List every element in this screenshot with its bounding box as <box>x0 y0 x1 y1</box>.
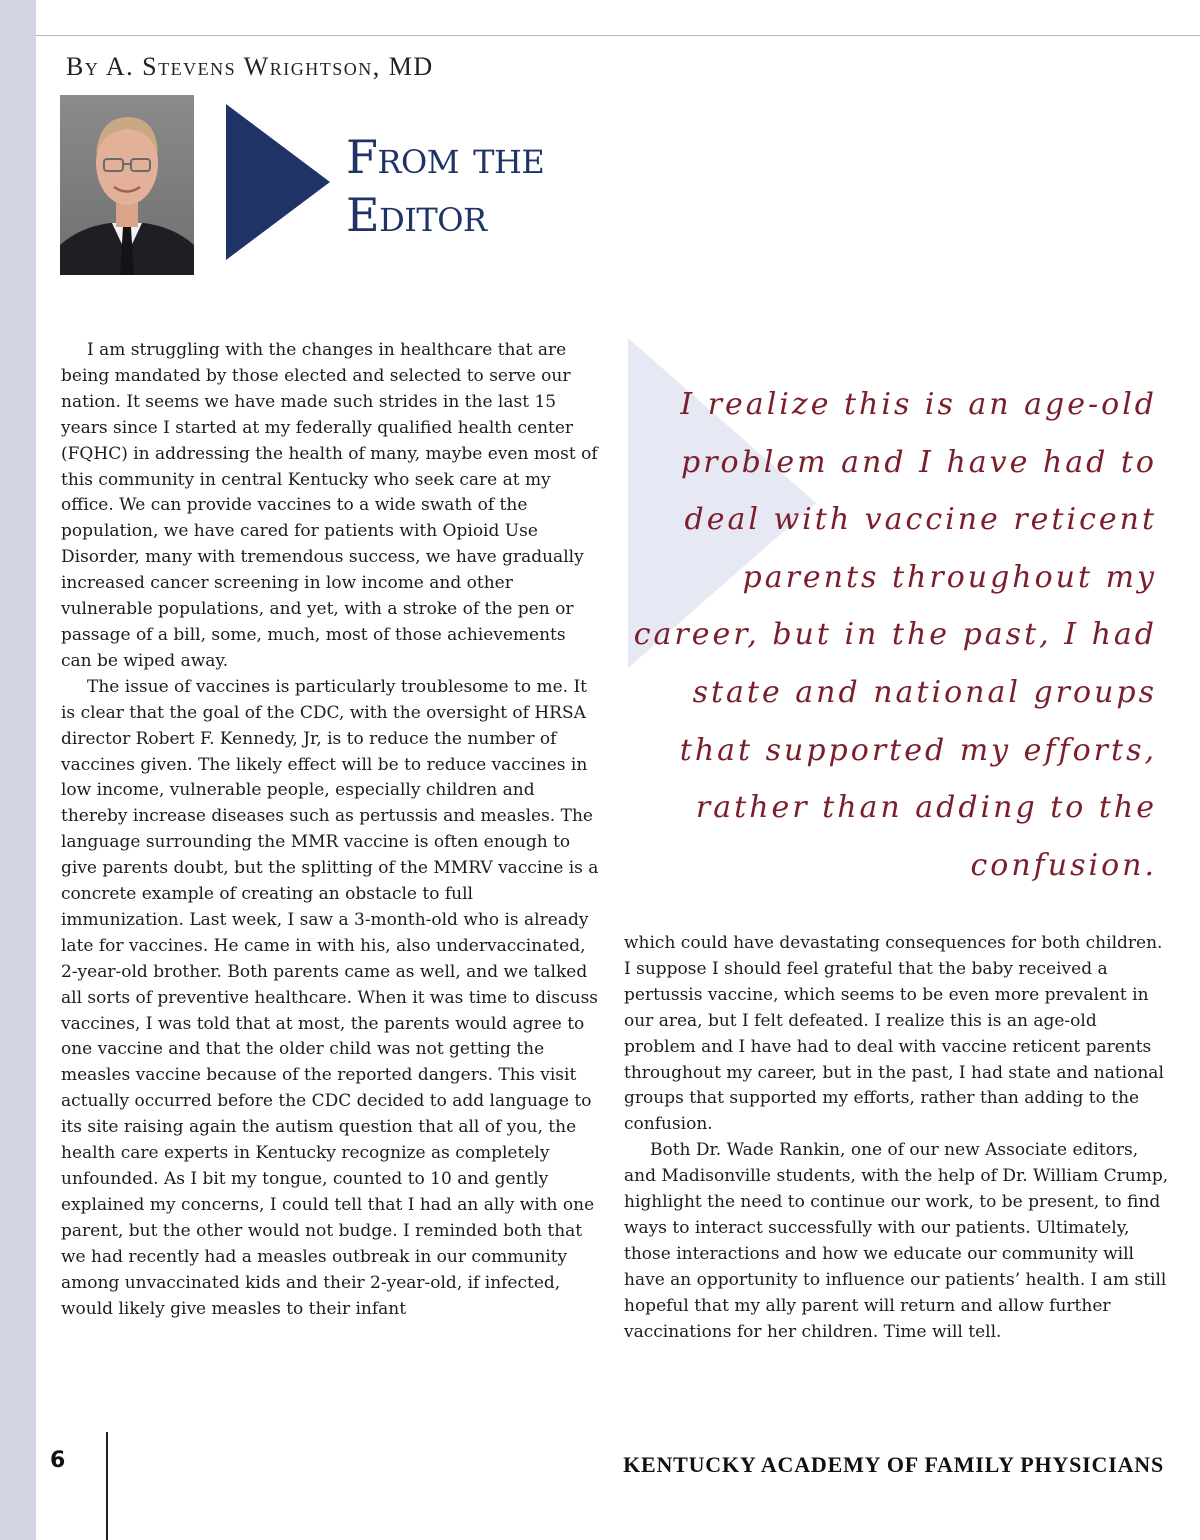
page-title <box>346 128 544 244</box>
article-column-right <box>624 931 1169 1346</box>
article-paragraph: I am struggling with the changes in healthcare that are being mandated by those elected and selected to serve our nation. It seems we have made such strides in the last 15 years since I started at my federally qualified health center (FQHC) in addressing the health of many, maybe even most of this community in central Kentucky who seek care at my office. We can provide vaccines to a wide swath of the population, we have cared for patients with Opioid Use Disorder, many with tremendous success, we have gradually increased cancer screening in low income and other vulnerable populations, and yet, with a stroke of the pen or passage of a bill, some, much, most of those achievements can be wiped away. <box>61 340 598 671</box>
article-paragraph: The issue of vaccines is particularly troublesome to me. It is clear that the goal of the CDC, with the oversight of HRSA director Robert F. Kennedy, Jr, is to reduce the number of vaccines given. The likely effect will be to reduce vaccines in low income, vulnerable people, especially children and thereby increase diseases such as pertussis and measles. The language surrounding the MMR vaccine is often enough to give parents doubt, but the splitting of the MMRV vaccine is a concrete example of creating an obstacle to full immunization. Last week, I saw a 3-month-old who is already late for vaccines. He came in with his, also undervaccinated, 2-year-old brother. Both parents came as well, and we talked all sorts of preventive healthcare. When it was time to discuss vaccines, I was told that at most, the parents would agree to one vaccine and that the older child was not getting the measles vaccine because of the reported dangers. This visit actually occurred before the CDC decided to add language to its site raising again the autism question that all of you, the health care experts in Kentucky recognize as completely unfounded. As I bit my tongue, counted to 10 and gently explained my concerns, I could tell that I had an ally with one parent, but the other would not budge. I reminded both that we had recently had a measles outbreak in our community among unvaccinated kids and their 2-year-old, if infected, would likely give measles to their infant <box>61 676 599 1319</box>
top-rule <box>36 35 1200 36</box>
article-paragraph: which could have devastating consequences for both children. I suppose I should feel grateful that the baby received a pertussis vaccine, which seems to be even more prevalent in our area, but I felt defeated. I realize this is an age-old problem and I have had to deal with vaccine reticent parents throughout my career, but in the past, I had state and national groups that supported my efforts, rather than adding to the confusion. <box>624 933 1164 1135</box>
page-number: 6 <box>50 1448 66 1473</box>
page-side-bar <box>0 0 36 1540</box>
pull-quote: I realize this is an age-old problem and I have had to deal with vaccine reticent parents throughout my career, but in the past, I had state and national groups that supported my efforts, rather than adding to the confusion. <box>633 387 1157 883</box>
publication-name: KENTUCKY ACADEMY OF FAMILY PHYSICIANS <box>623 1452 1164 1477</box>
title-line-2: Editor <box>346 188 487 242</box>
byline: By A. Stevens Wrightson, MD <box>66 52 434 81</box>
footer-rule <box>106 1432 108 1540</box>
title-arrow-icon <box>226 104 332 260</box>
author-photo <box>60 95 194 275</box>
article-column-left <box>61 338 601 1322</box>
article-paragraph: Both Dr. Wade Rankin, one of our new Associate editors, and Madisonville students, with the help of Dr. William Crump, highlight the need to continue our work, to be present, to find ways to interact successfully with our patients. Ultimately, those interactions and how we educate our community will have an opportunity to influence our patients’ health. I am still hopeful that my ally parent will return and allow further vaccinations for her children. Time will tell. <box>624 1140 1169 1342</box>
title-line-1: From the <box>346 130 545 184</box>
